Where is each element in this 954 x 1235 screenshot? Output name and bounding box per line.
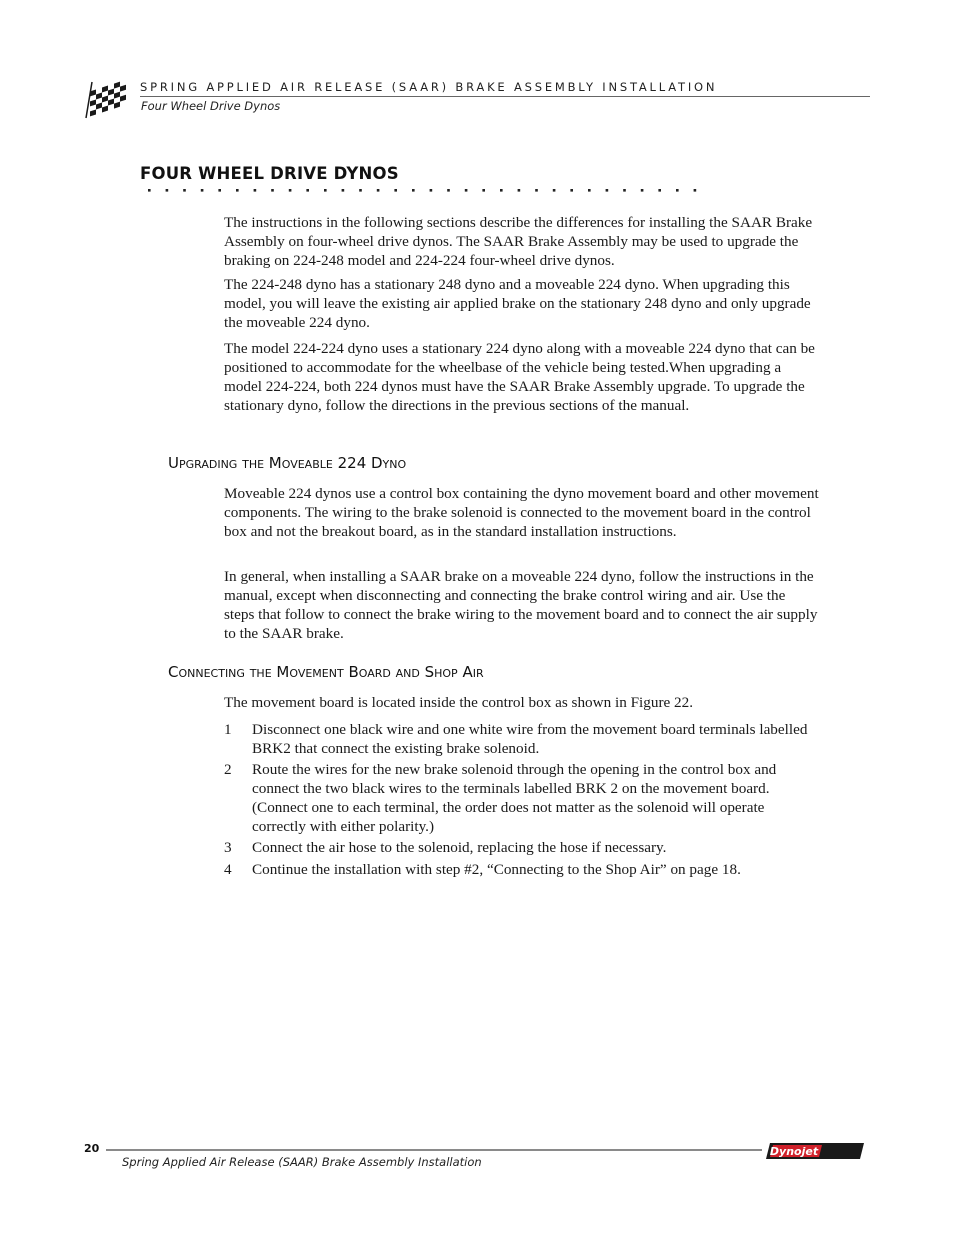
divider-dot	[412, 189, 415, 192]
header-subtitle: Four Wheel Drive Dynos	[141, 99, 281, 113]
divider-dot	[500, 189, 503, 192]
page-number: 20	[84, 1142, 100, 1155]
step-text: Disconnect one black wire and one white wire from the movement board terminals labelled BRK2 that connect the existing brake solenoid.	[252, 721, 808, 757]
divider-dot	[430, 189, 433, 192]
divider-dot	[201, 189, 204, 192]
step-number: 1	[224, 721, 232, 738]
divider-dot	[623, 189, 626, 192]
divider-dot	[465, 189, 468, 192]
footer-title: Spring Applied Air Release (SAAR) Brake Assembly Installation	[122, 1155, 482, 1169]
subsection-title-connecting: Connecting the Movement Board and Shop Air	[168, 663, 484, 681]
paragraph: The instructions in the following sections describe the differences for installing the SAAR Brake Assembly on four-wheel drive dynos. The SAAR Brake Assembly may be used to upgrade the braking on 224-248 model and 224-224 four-wheel drive dynos.	[224, 214, 813, 269]
subsection-title-upgrading: Upgrading the Moveable 224 Dyno	[168, 454, 407, 472]
step-text: Route the wires for the new brake solenoid through the opening in the control box and connect the two black wires to the terminals labelled BRK 2 on the movement board. (Connect one to each terminal, the order does not matter as the solenoid will operate correctly with either polarity.)	[252, 761, 777, 835]
section-title: FOUR WHEEL DRIVE DYNOS	[140, 164, 399, 183]
divider-dot	[254, 189, 257, 192]
divider-dot	[218, 189, 221, 192]
step-text: Continue the installation with step #2, “Connecting to the Shop Air” on page 18.	[252, 861, 741, 878]
logo-text: Dynojet	[769, 1145, 819, 1158]
divider-dot	[535, 189, 538, 192]
step-number: 2	[224, 761, 232, 778]
divider-dot	[482, 189, 485, 192]
divider-dot	[236, 189, 239, 192]
step-number: 3	[224, 839, 232, 856]
divider-dot	[359, 189, 362, 192]
divider-dot	[570, 189, 573, 192]
dotted-divider	[140, 186, 700, 194]
header-rule	[140, 96, 870, 97]
paragraph: Moveable 224 dynos use a control box containing the dyno movement board and other movement components. The wiring to the brake solenoid is connected to the movement board in the control box and not the breakout board, as in the standard installation instructions.	[224, 485, 819, 540]
paragraph: The model 224-224 dyno uses a stationary 224 dyno along with a moveable 224 dyno that can be positioned to accommodate for the wheelbase of the vehicle being tested.When upgrading a model 224-224, both 224 dynos must have the SAAR Brake Assembly upgrade. To upgrade the stationary dyno, follow the directions in the previous sections of the manual.	[224, 340, 815, 414]
divider-dot	[148, 189, 151, 192]
divider-dot	[518, 189, 521, 192]
divider-dot	[377, 189, 380, 192]
divider-dot	[553, 189, 556, 192]
divider-dot	[324, 189, 327, 192]
divider-dot	[289, 189, 292, 192]
divider-dot	[183, 189, 186, 192]
divider-dot	[447, 189, 450, 192]
checkered-flag-icon	[82, 76, 132, 120]
divider-dot	[394, 189, 397, 192]
divider-dot	[676, 189, 679, 192]
divider-dot	[271, 189, 274, 192]
divider-dot	[694, 189, 697, 192]
step-text: Connect the air hose to the solenoid, replacing the hose if necessary.	[252, 839, 667, 856]
footer-rule	[106, 1149, 762, 1151]
paragraph: The 224-248 dyno has a stationary 248 dyno and a moveable 224 dyno. When upgrading this model, you will leave the existing air applied brake on the stationary 248 dyno and only upgrade the moveable 224 dyno.	[224, 276, 811, 331]
divider-dot	[166, 189, 169, 192]
divider-dot	[342, 189, 345, 192]
step-number: 4	[224, 861, 232, 878]
divider-dot	[658, 189, 661, 192]
divider-dot	[306, 189, 309, 192]
divider-dot	[606, 189, 609, 192]
divider-dot	[588, 189, 591, 192]
header-title: SPRING APPLIED AIR RELEASE (SAAR) BRAKE ASSEMBLY INSTALLATION	[140, 80, 718, 94]
divider-dot	[641, 189, 644, 192]
dynojet-logo	[764, 1142, 866, 1160]
paragraph: The movement board is located inside the control box as shown in Figure 22.	[224, 694, 694, 711]
paragraph: In general, when installing a SAAR brake on a moveable 224 dyno, follow the instructions in the manual, except when disconnecting and connecting the brake control wiring and air. Use the steps that follow to connect the brake wiring to the movement board and to connect the air supply to the SAAR brake.	[224, 568, 818, 642]
